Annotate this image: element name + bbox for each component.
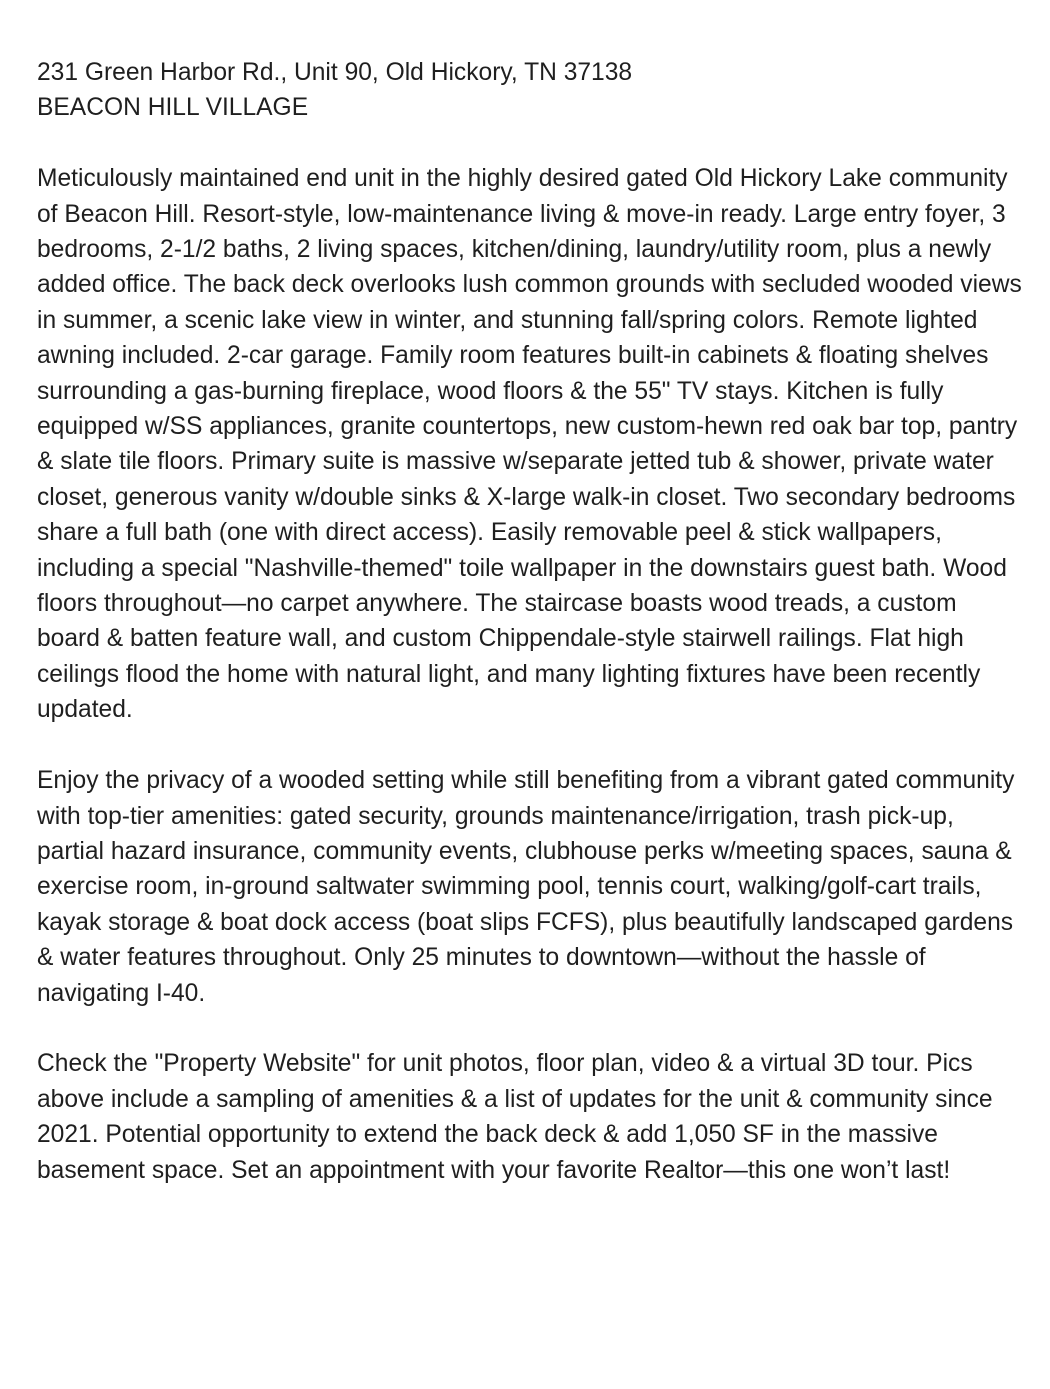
community-name: BEACON HILL VILLAGE — [37, 94, 309, 122]
description-paragraph-community: Enjoy the privacy of a wooded setting while still benefiting from a vibrant gated community with top-tier amenities: gated security, grounds maintenance/irrigation, trash pick-up, partial hazard insurance, community events, clubhouse perks w/meeting spaces, sauna & exercise room, in-ground saltwater swimming pool, tennis court, walking/golf-cart trails, kayak storage & boat dock access (boat slips FCFS), plus beautifully landscaped gardens & water features throughout. Only 25 minutes to downtown—without the hassle of navigating I-40. — [37, 767, 1015, 1007]
listing-header — [37, 55, 1022, 126]
paragraph-spacer — [37, 728, 1022, 763]
description-paragraph-unit: Meticulously maintained end unit in the highly desired gated Old Hickory Lake community of Beacon Hill. Resort-style, low-maintenance living & move-in ready. Large entry foyer, 3 bedrooms, 2-1/2 baths, 2 living spaces, kitchen/dining, laundry/utility room, plus a newly added office. The back deck overlooks lush common grounds with secluded wooded views in summer, a scenic lake view in winter, and stunning fall/spring colors. Remote lighted awning included. 2-car garage. Family room features built-in cabinets & floating shelves surrounding a gas-burning fireplace, wood floors & the 55" TV stays. Kitchen is fully equipped w/SS appliances, granite countertops, new custom-hewn red oak bar top, pantry & slate tile floors. Primary suite is massive w/separate jetted tub & shower, private water closet, generous vanity w/double sinks & X-large walk-in closet. Two secondary bedrooms share a full bath (one with direct access). Easily removable peel & stick wallpapers, including a special "Nashville-themed" toile wallpaper in the downstairs guest bath. Wood floors throughout—no carpet anywhere. The staircase boasts wood treads, a custom board & batten feature wall, and custom Chippendale-style stairwell railings. Flat high ceilings flood the home with natural light, and many lighting fixtures have been recently updated. — [37, 165, 1022, 724]
listing-document — [37, 55, 1022, 1188]
paragraph-spacer — [37, 1011, 1022, 1046]
property-address: 231 Green Harbor Rd., Unit 90, Old Hickory, TN 37138 — [37, 59, 633, 86]
paragraph-spacer — [37, 126, 1022, 161]
description-paragraph-closing: Check the "Property Website" for unit photos, floor plan, video & a virtual 3D tour. Pics above include a sampling of amenities & a list of updates for the unit & community since 2021. Potential opportunity to extend the back deck & add 1,050 SF in the massive basement space. Set an appointment with your favorite Realtor—this one won’t last! — [37, 1050, 993, 1184]
